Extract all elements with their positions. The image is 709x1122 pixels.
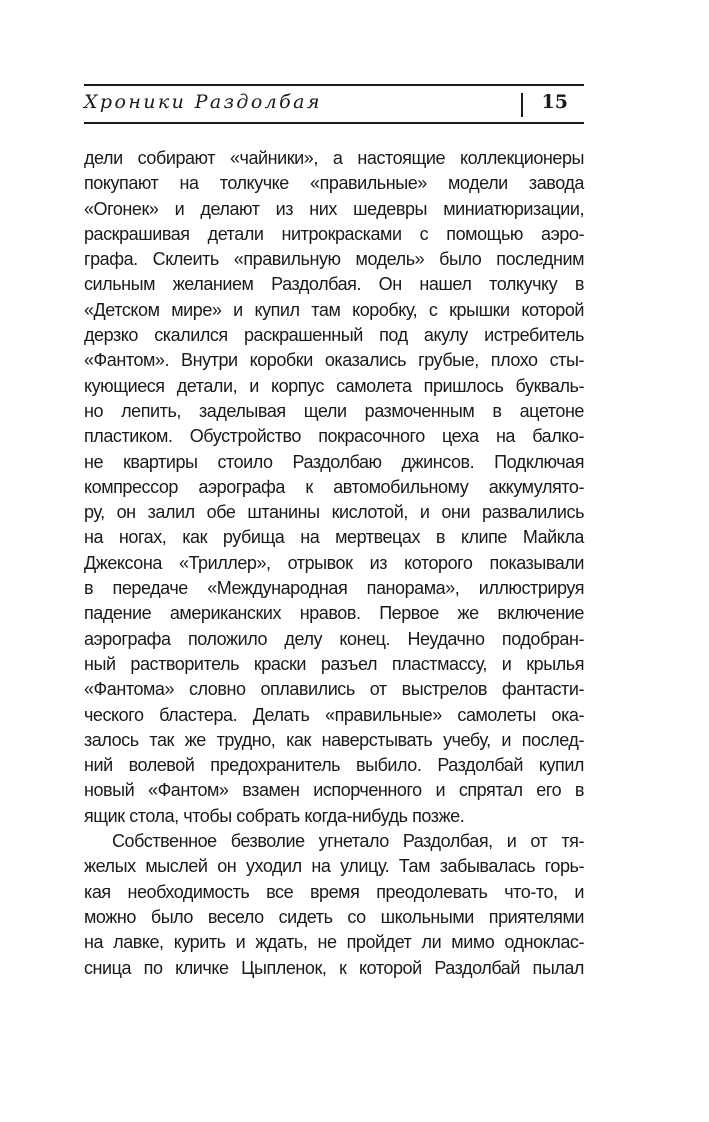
- text-line: ческого бластера. Делать «правильные» самолеты ока-: [84, 704, 584, 725]
- text-line: раскрашивая детали нитрокрасками с помощью аэро-: [84, 223, 584, 244]
- text-line: сильным желанием Раздолбая. Он нашел толкучку в: [84, 274, 584, 295]
- text-line: дерзко скалился раскрашенный под акулу истребитель: [84, 325, 584, 346]
- page-number: 15: [541, 91, 568, 113]
- text-line: «Детском мире» и купил там коробку, с крышки которой: [84, 299, 584, 320]
- text-line: аэрографа положило делу конец. Неудачно подобран-: [84, 628, 584, 649]
- text-line: ру, он залил обе штанины кислотой, и они развалились: [84, 502, 584, 523]
- text-line: «Фантом». Внутри коробки оказались грубые, плохо сты-: [84, 350, 584, 371]
- text-line: можно было весело сидеть со школьными приятелями: [84, 906, 584, 927]
- text-line: графа. Склеить «правильную модель» было последним: [84, 249, 584, 270]
- text-line: дели собирают «чайники», а настоящие коллекционеры: [84, 148, 584, 168]
- text-line: пластиком. Обустройство покрасочного цеха на балко-: [84, 426, 584, 447]
- text-line: ный растворитель краски разъел пластмассу, и крылья: [84, 653, 584, 674]
- running-header: [84, 84, 584, 124]
- text-line: падение американских нравов. Первое же включение: [84, 603, 584, 624]
- text-line: ящик стола, чтобы собрать когда-нибудь позже.: [84, 805, 465, 826]
- text-line: «Фантома» словно оплавились от выстрелов фантасти-: [84, 679, 584, 700]
- text-line: сница по кличке Цыпленок, к которой Раздолбай пылал: [84, 957, 584, 978]
- body-text: [84, 146, 584, 981]
- paragraph-1: [84, 146, 584, 829]
- text-line: залось так же трудно, как наверстывать учебу, и послед-: [84, 729, 584, 750]
- text-line: Собственное безволие угнетало Раздолбая, и от тя-: [112, 831, 584, 852]
- text-line: в передаче «Международная панорама», иллюстрируя: [84, 578, 584, 599]
- text-line: кующиеся детали, и корпус самолета пришлось букваль-: [84, 375, 584, 396]
- text-line: но лепить, заделывая щели размоченным в ацетоне: [84, 400, 584, 421]
- text-line: покупают на толкучке «правильные» модели завода: [84, 173, 584, 194]
- text-line: на лавке, курить и ждать, не пройдет ли мимо однoклас-: [84, 932, 584, 953]
- text-line: желых мыслей он уходил на улицу. Там забывалась горь-: [84, 856, 584, 877]
- text-line: новый «Фантом» взамен испорченного и спрятал его в: [84, 780, 584, 801]
- text-line: не квартиры стоило Раздолбаю джинсов. Подключая: [84, 451, 584, 472]
- text-line: кая необходимость все время преодолевать что-то, и: [84, 881, 584, 902]
- text-line: на ногах, как рубища на мертвецах в клипе Майкла: [84, 527, 584, 548]
- text-line: компрессор аэрографа к автомобильному аккумулято-: [84, 476, 584, 497]
- paragraph-2: [84, 829, 584, 981]
- header-separator: [521, 93, 523, 117]
- text-line: ний волевой предохранитель выбило. Раздолбай купил: [84, 755, 584, 776]
- text-line: «Огонек» и делают из них шедевры миниатюризации,: [84, 198, 584, 219]
- running-head-title: Хроники Раздолбая: [84, 91, 322, 113]
- text-line: Джексона «Триллер», отрывок из которого показывали: [84, 552, 584, 573]
